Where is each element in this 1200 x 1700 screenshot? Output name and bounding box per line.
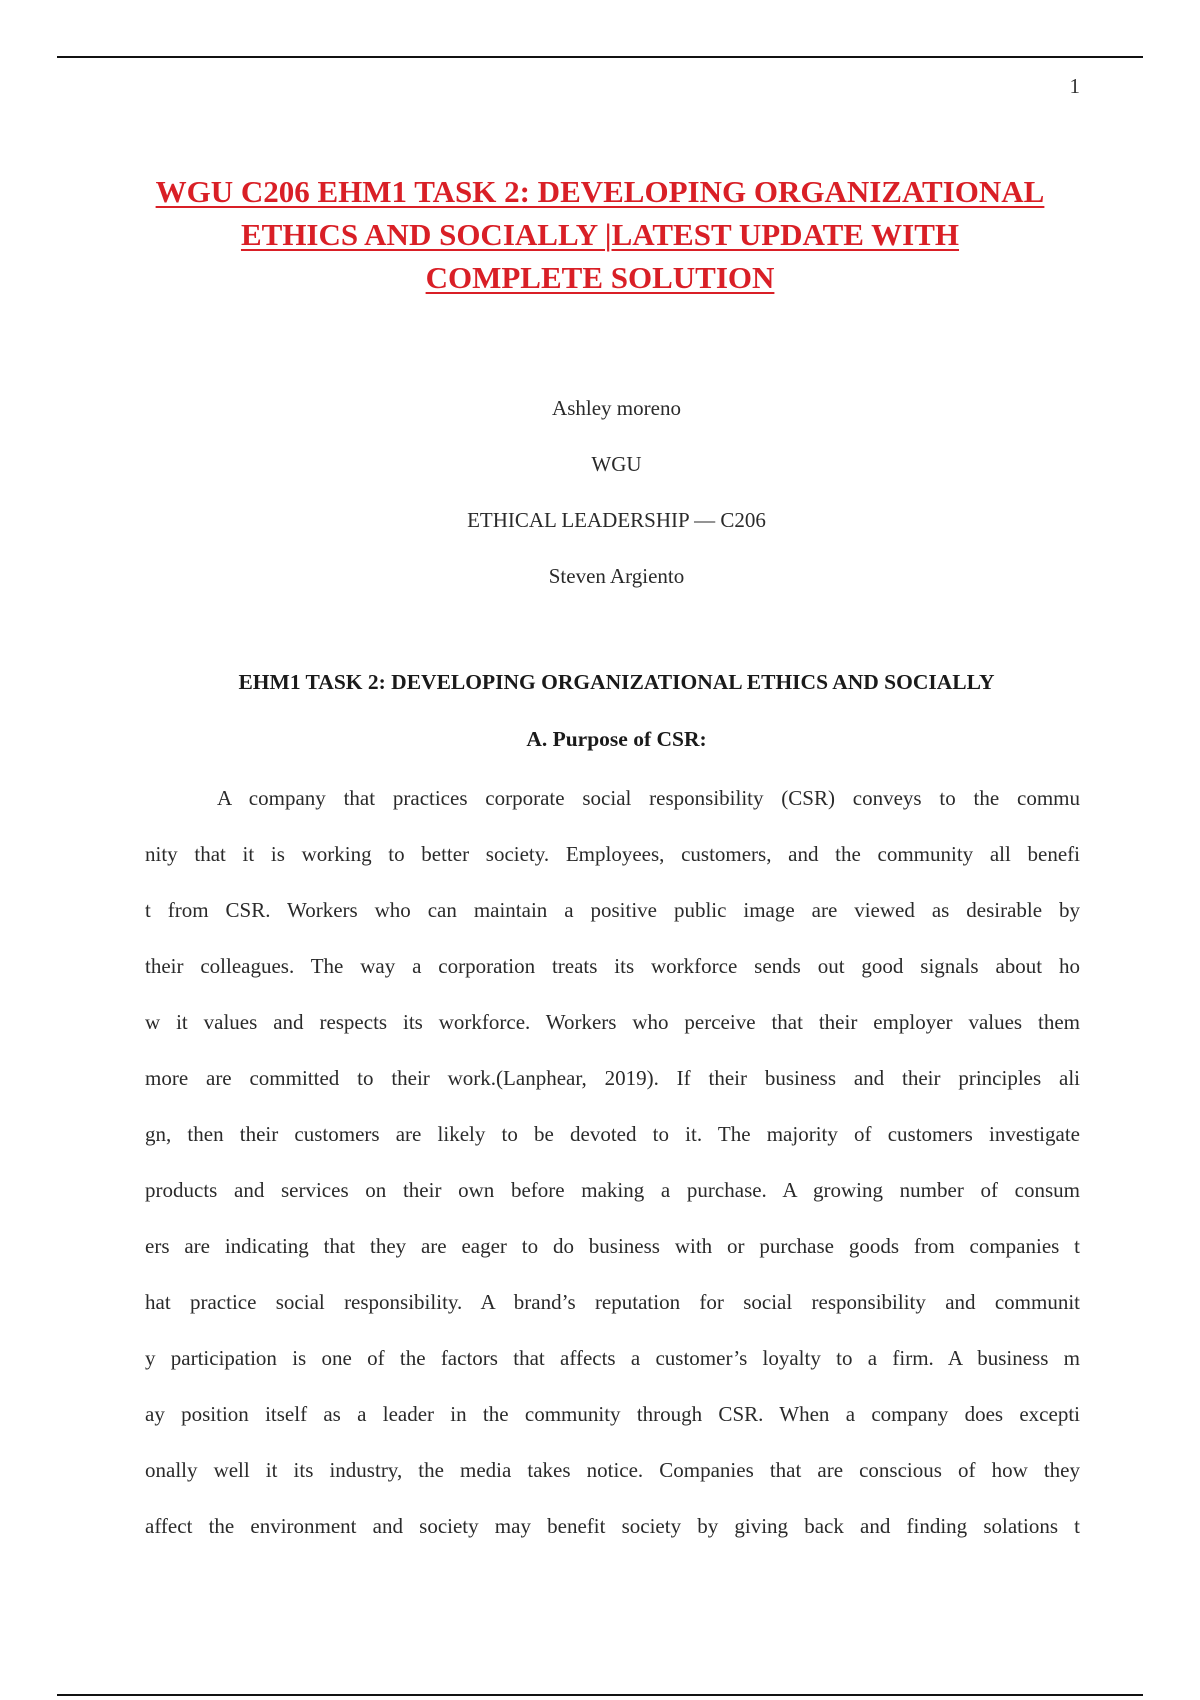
page-top-rule <box>57 56 1143 58</box>
body-line: w it values and respects its workforce. Workers who perceive that their employer values them <box>145 1010 1080 1034</box>
body-line: products and services on their own before making a purchase. A growing number of consum <box>145 1178 1080 1202</box>
title-line-1: WGU C206 EHM1 TASK 2: DEVELOPING ORGANIZATIONAL <box>155 174 1045 209</box>
section-heading: EHM1 TASK 2: DEVELOPING ORGANIZATIONAL ETHICS AND SOCIALLY <box>238 670 995 694</box>
instructor-name: Steven Argiento <box>548 564 685 588</box>
author-name: Ashley moreno <box>552 396 681 420</box>
body-paragraph <box>145 770 1080 1554</box>
section-subheading: A. Purpose of CSR: <box>526 727 707 751</box>
body-line: affect the environment and society may benefit society by giving back and finding solations t <box>145 1514 1080 1538</box>
body-line: y participation is one of the factors that affects a customer’s loyalty to a firm. A business m <box>145 1346 1080 1370</box>
course-name: ETHICAL LEADERSHIP — C206 <box>467 508 766 532</box>
body-line: their colleagues. The way a corporation treats its workforce sends out good signals about ho <box>145 954 1080 978</box>
body-line: A company that practices corporate social responsibility (CSR) conveys to the commu <box>217 786 1080 810</box>
institution-name: WGU <box>591 452 642 476</box>
body-line: ay position itself as a leader in the community through CSR. When a company does excepti <box>145 1402 1080 1426</box>
body-line: onally well it its industry, the media takes notice. Companies that are conscious of how they <box>145 1458 1080 1482</box>
body-line: t from CSR. Workers who can maintain a positive public image are viewed as desirable by <box>145 898 1080 922</box>
title-line-3: COMPLETE SOLUTION <box>425 260 775 295</box>
page-number: 1 <box>1069 74 1080 98</box>
body-line: nity that it is working to better society. Employees, customers, and the community all benefi <box>145 842 1080 866</box>
body-line: more are committed to their work.(Lanphear, 2019). If their business and their principles ali <box>145 1066 1080 1090</box>
title-line-2: ETHICS AND SOCIALLY |LATEST UPDATE WITH <box>240 217 960 252</box>
body-line: ers are indicating that they are eager to do business with or purchase goods from companies t <box>145 1234 1080 1258</box>
document-title <box>120 170 1080 299</box>
page-bottom-rule <box>57 1694 1143 1696</box>
body-line: gn, then their customers are likely to be devoted to it. The majority of customers investigate <box>145 1122 1080 1146</box>
body-line: hat practice social responsibility. A brand’s reputation for social responsibility and communit <box>145 1290 1080 1314</box>
title-page-meta <box>0 380 1200 604</box>
